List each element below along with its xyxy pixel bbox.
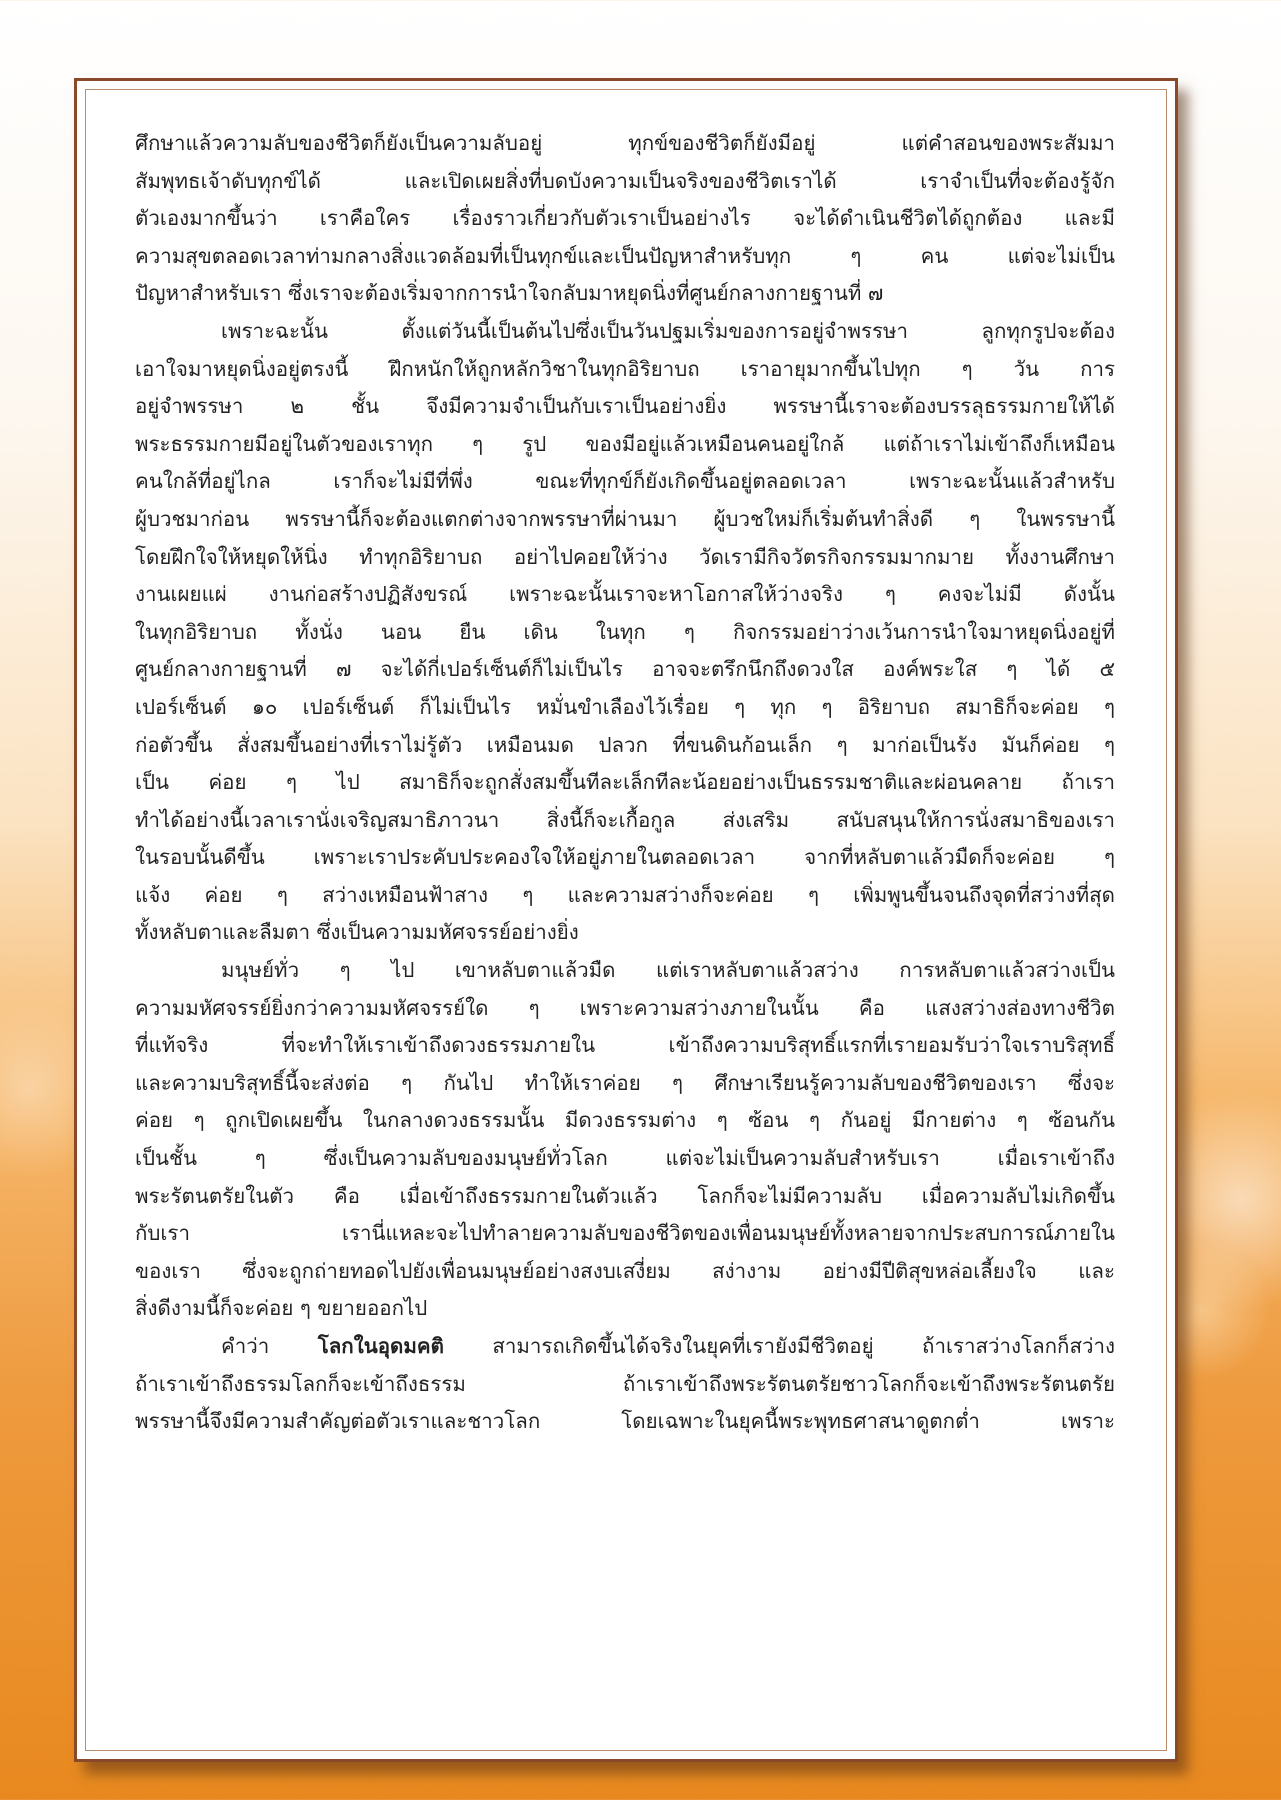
text-line: แจ้ง ค่อย ๆ สว่างเหมือนฟ้าสาง ๆ และความสว่างก็จะค่อย ๆ เพิ่มพูนขึ้นจนถึงจุดที่สว่างที่สุด xyxy=(135,882,1115,907)
text-line: ในทุกอิริยาบถ ทั้งนั่ง นอน ยืน เดิน ในทุก ๆ กิจกรรมอย่าว่างเว้นการนำใจมาหยุดนิ่งอยู่ที่ xyxy=(135,619,1115,644)
text-line: ของเรา ซึ่งจะถูกถ่ายทอดไปยังเพื่อนมนุษย์อย่างสงบเสงี่ยม สง่างาม อย่างมีปีติสุขหล่อเลี้ยงใจ และ xyxy=(135,1258,1115,1283)
text-line xyxy=(135,1328,1115,1366)
text-line: โดยฝึกใจให้หยุดให้นิ่ง ทำทุกอิริยาบถ อย่าไปคอยให้ว่าง วัดเรามีกิจวัตรกิจกรรมมากมาย ทั้งงานศึกษา xyxy=(135,544,1115,569)
text-line: ก่อตัวขึ้น สั่งสมขึ้นอย่างที่เราไม่รู้ตัว เหมือนมด ปลวก ที่ขนดินก้อนเล็ก ๆ มาก่อเป็นรัง มันก็ค่อย ๆ xyxy=(135,732,1115,757)
text-line: พระรัตนตรัยในตัว คือ เมื่อเข้าถึงธรรมกายในตัวแล้ว โลกก็จะไม่มีความลับ เมื่อความลับไม่เกิดขึ้น xyxy=(135,1183,1115,1208)
text-line: สิ่งดีงามนี้ก็จะค่อย ๆ ขยายออกไป xyxy=(135,1296,428,1321)
text-line: ทั้งหลับตาและลืมตา ซึ่งเป็นความมหัศจรรย์อย่างยิ่ง xyxy=(135,920,579,945)
body-text xyxy=(135,125,1115,1441)
text-line: เปอร์เซ็นต์ ๑๐ เปอร์เซ็นต์ ก็ไม่เป็นไร หมั่นขำเลืองไว้เรื่อย ๆ ทุก ๆ อิริยาบถ สมาธิก็จะค่อย ๆ xyxy=(135,694,1115,719)
text-line: ที่แท้จริง ที่จะทำให้เราเข้าถึงดวงธรรมภายใน เข้าถึงความบริสุทธิ์แรกที่เรายอมรับว่าใจเราบริสุทธิ์ xyxy=(135,1033,1115,1058)
text-line: เอาใจมาหยุดนิ่งอยู่ตรงนี้ ฝึกหนักให้ถูกหลักวิชาในทุกอิริยาบถ เราอายุมากขึ้นไปทุก ๆ วัน การ xyxy=(135,356,1115,381)
text-line: ตัวเองมากขึ้นว่า เราคือใคร เรื่องราวเกี่ยวกับตัวเราเป็นอย่างไร จะได้ดำเนินชีวิตได้ถูกต้อง และมี xyxy=(135,206,1115,231)
text-run: สามารถเกิดขึ้นได้จริงในยุคที่เรายังมีชีวิตอยู่ ถ้าเราสว่างโลกก็สว่าง xyxy=(443,1334,1115,1358)
text-line: ความมหัศจรรย์ยิ่งกว่าความมหัศจรรย์ใด ๆ เพราะความสว่างภายในนั้น คือ แสงสว่างส่องทางชีวิต xyxy=(135,995,1115,1020)
text-line: พระธรรมกายมีอยู่ในตัวของเราทุก ๆ รูป ของมีอยู่แล้วเหมือนคนอยู่ใกล้ แต่ถ้าเราไม่เข้าถึงก็เหมือน xyxy=(135,431,1115,456)
page-frame xyxy=(74,78,1178,1762)
bold-term: โลกในอุดมคติ xyxy=(317,1334,444,1358)
text-line: สัมพุทธเจ้าดับทุกข์ได้ และเปิดเผยสิ่งที่บดบังความเป็นจริงของชีวิตเราได้ เราจำเป็นที่จะต้องรู้จัก xyxy=(135,168,1115,193)
text-line: คนใกล้ที่อยู่ไกล เราก็จะไม่มีที่พึ่ง ขณะที่ทุกข์ก็ยังเกิดขึ้นอยู่ตลอดเวลา เพราะฉะนั้นแล้วสำหรับ xyxy=(135,469,1115,494)
text-line: ในรอบนั้นดีขึ้น เพราะเราประคับประคองใจให้อยู่ภายในตลอดเวลา จากที่หลับตาแล้วมืดก็จะค่อย ๆ xyxy=(135,845,1115,870)
text-line: ความสุขตลอดเวลาท่ามกลางสิ่งแวดล้อมที่เป็นทุกข์และเป็นปัญหาสำหรับทุก ๆ คน แต่จะไม่เป็น xyxy=(135,243,1115,268)
text-line: ศูนย์กลางกายฐานที่ ๗ จะได้กี่เปอร์เซ็นต์ก็ไม่เป็นไร อาจจะตรึกนึกถึงดวงใส องค์พระใส ๆ ได้ ๕ xyxy=(135,657,1115,682)
text-line: ทำได้อย่างนี้เวลาเรานั่งเจริญสมาธิภาวนา สิ่งนี้ก็จะเกื้อกูล ส่งเสริม สนับสนุนให้การนั่งสมาธิของเรา xyxy=(135,807,1115,832)
text-line: งานเผยแผ่ งานก่อสร้างปฏิสังขรณ์ เพราะฉะนั้นเราจะหาโอกาสให้ว่างจริง ๆ คงจะไม่มี ดังนั้น xyxy=(135,582,1115,607)
text-line: ปัญหาสำหรับเรา ซึ่งเราจะต้องเริ่มจากการนำใจกลับมาหยุดนิ่งที่ศูนย์กลางกายฐานที่ ๗ xyxy=(135,281,884,306)
text-line: และความบริสุทธิ์นี้จะส่งต่อ ๆ กันไป ทำให้เราค่อย ๆ ศึกษาเรียนรู้ความลับของชีวิตของเรา ซึ่งจะ xyxy=(135,1070,1115,1095)
text-line: มนุษย์ทั่ว ๆ ไป เขาหลับตาแล้วมืด แต่เราหลับตาแล้วสว่าง การหลับตาแล้วสว่างเป็น xyxy=(221,958,1115,983)
text-line: เป็น ค่อย ๆ ไป สมาธิก็จะถูกสั่งสมขึ้นทีละเล็กทีละน้อยอย่างเป็นธรรมชาติและผ่อนคลาย ถ้าเรา xyxy=(135,770,1115,795)
text-line: ถ้าเราเข้าถึงธรรมโลกก็จะเข้าถึงธรรม ถ้าเราเข้าถึงพระรัตนตรัยชาวโลกก็จะเข้าถึงพระรัตนตรัย xyxy=(135,1371,1115,1396)
text-line: ศึกษาแล้วความลับของชีวิตก็ยังเป็นความลับอยู่ ทุกข์ของชีวิตก็ยังมีอยู่ แต่คำสอนของพระสัมมา xyxy=(135,131,1115,155)
text-line: กับเรา เรานี่แหละจะไปทำลายความลับของชีวิตของเพื่อนมนุษย์ทั้งหลายจากประสบการณ์ภายใน xyxy=(135,1221,1115,1246)
text-line: พรรษานี้จึงมีความสำคัญต่อตัวเราและชาวโลก โดยเฉพาะในยุคนี้พระพุทธศาสนาดูตกต่ำ เพราะ xyxy=(135,1409,1115,1434)
text-line: เพราะฉะนั้น ตั้งแต่วันนี้เป็นต้นไปซึ่งเป็นวันปฐมเริ่มของการอยู่จำพรรษา ลูกทุกรูปจะต้อง xyxy=(221,318,1115,343)
text-line: อยู่จำพรรษา ๒ ชั้น จึงมีความจำเป็นกับเราเป็นอย่างยิ่ง พรรษานี้เราจะต้องบรรลุธรรมกายให้ได้ xyxy=(135,394,1115,419)
text-line: เป็นชั้น ๆ ซึ่งเป็นความลับของมนุษย์ทั่วโลก แต่จะไม่เป็นความลับสำหรับเรา เมื่อเราเข้าถึง xyxy=(135,1146,1115,1171)
text-line: ค่อย ๆ ถูกเปิดเผยขึ้น ในกลางดวงธรรมนั้น มีดวงธรรมต่าง ๆ ซ้อน ๆ กันอยู่ มีกายต่าง ๆ ซ้อนกัน xyxy=(135,1108,1115,1133)
text-run: คำว่า xyxy=(221,1334,318,1358)
text-line: ผู้บวชมาก่อน พรรษานี้ก็จะต้องแตกต่างจากพรรษาที่ผ่านมา ผู้บวชใหม่ก็เริ่มต้นทำสิ่งดี ๆ ในพรรษานี้ xyxy=(135,506,1115,531)
